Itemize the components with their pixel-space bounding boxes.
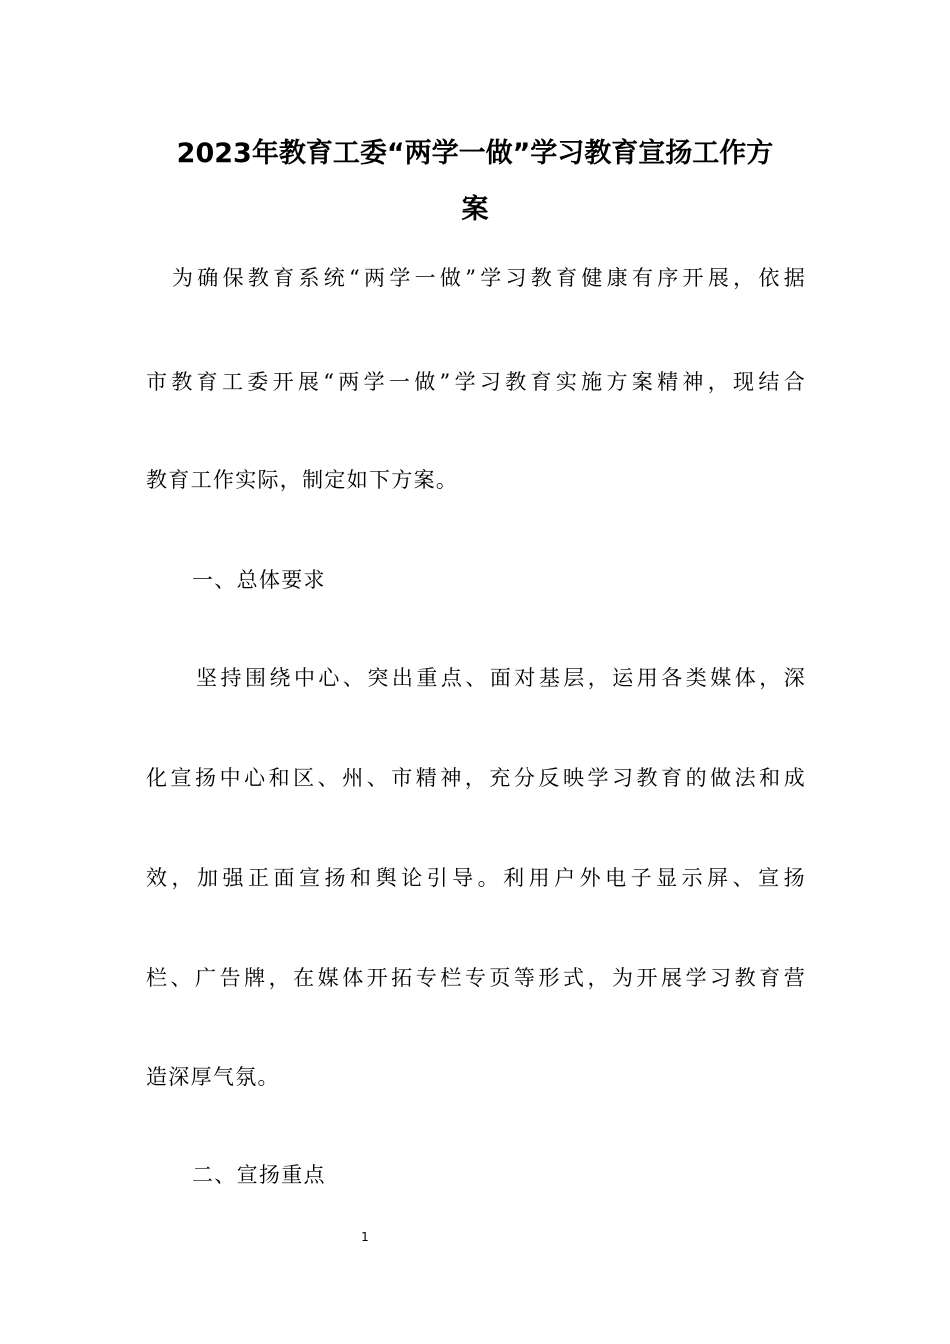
intro-paragraph-line-3: 教育工作实际，制定如下方案。 xyxy=(146,468,459,492)
section-1-heading: 一、总体要求 xyxy=(192,568,326,592)
section-1-paragraph-line-4: 栏、广告牌，在媒体开拓专栏专页等形式，为开展学习教育营 xyxy=(146,966,806,990)
page-number: 1 xyxy=(361,1230,369,1244)
section-1-paragraph-line-5: 造深厚气氛。 xyxy=(146,1065,280,1089)
section-2-heading: 二、宣扬重点 xyxy=(192,1163,326,1187)
section-1-paragraph-line-3: 效，加强正面宣扬和舆论引导。利用户外电子显示屏、宣扬 xyxy=(146,866,806,890)
section-1-paragraph-line-2: 化宣扬中心和区、州、市精神，充分反映学习教育的做法和成 xyxy=(146,766,806,790)
intro-paragraph-line-2: 市教育工委开展“两学一做”学习教育实施方案精神，现结合 xyxy=(146,370,806,394)
intro-paragraph-line-1: 为确保教育系统“两学一做”学习教育健康有序开展，依据 xyxy=(172,266,806,290)
document-title-line-1: 2023年教育工委“两学一做”学习教育宣扬工作方 xyxy=(176,138,774,169)
section-1-paragraph-line-1: 坚持围绕中心、突出重点、面对基层，运用各类媒体，深 xyxy=(196,666,806,690)
document-title-line-2: 案 xyxy=(461,194,489,225)
